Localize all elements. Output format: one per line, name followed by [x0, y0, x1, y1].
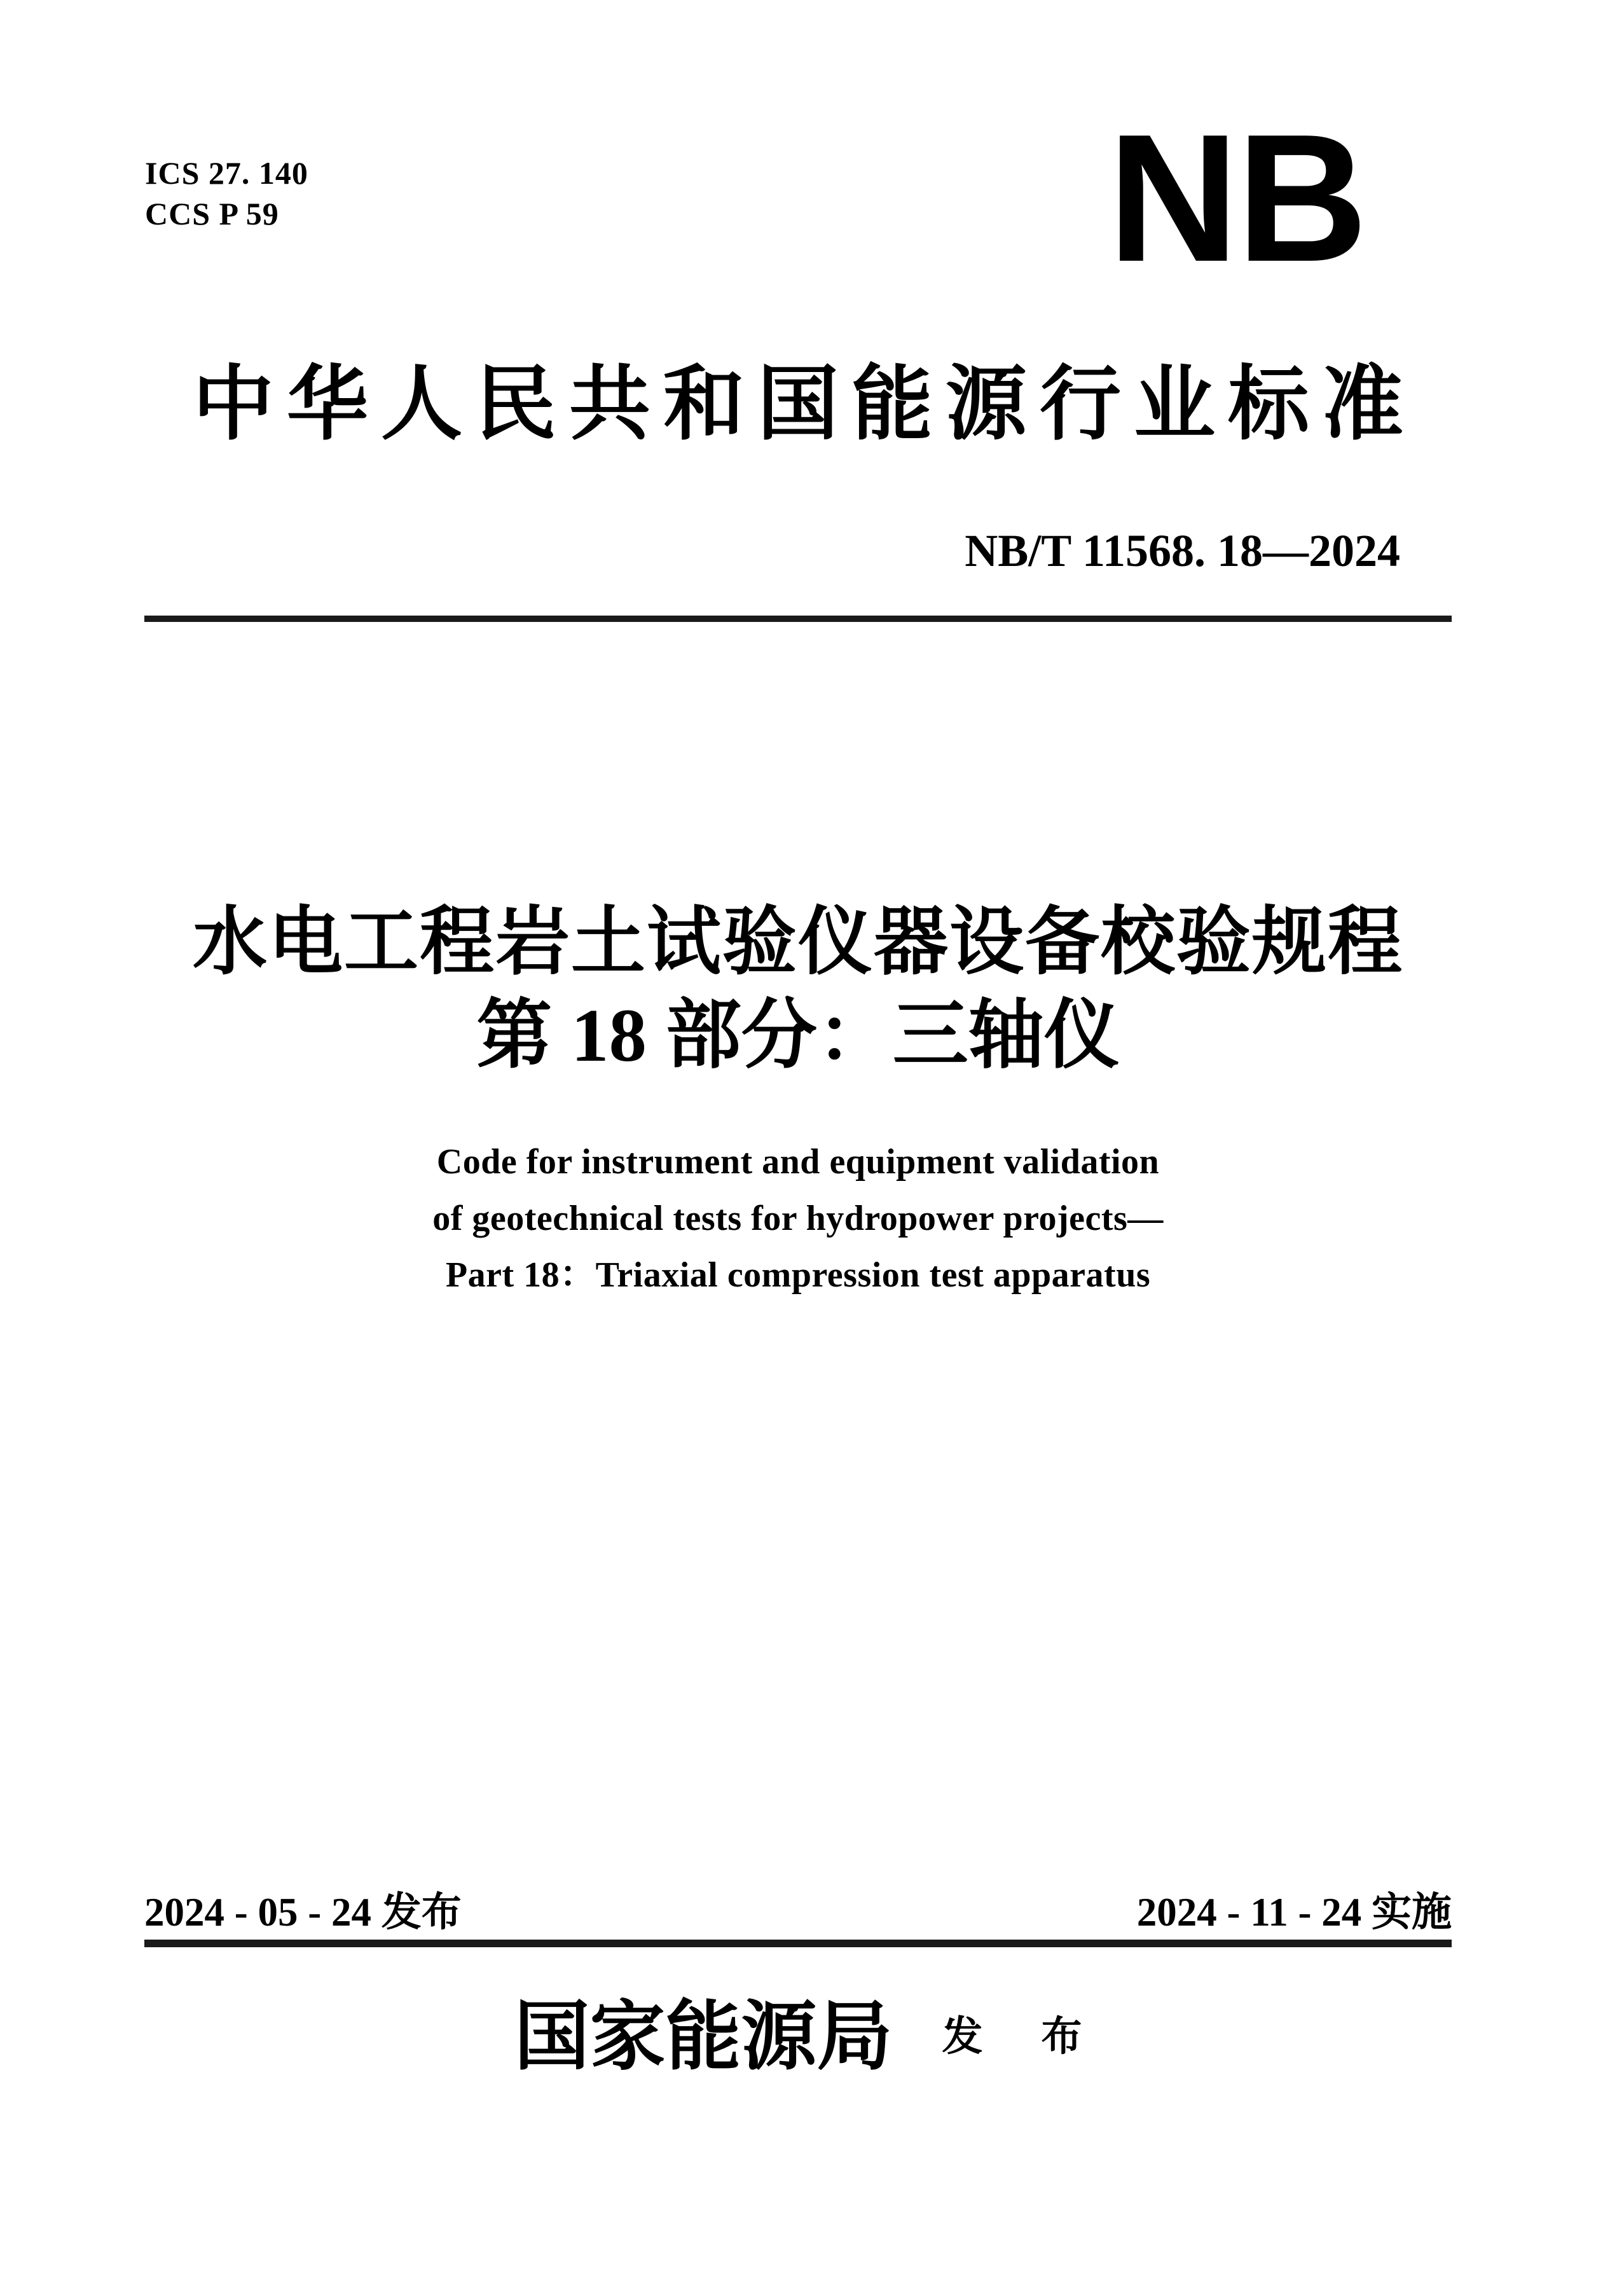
title-english [144, 1134, 1452, 1304]
title-chinese [144, 902, 1452, 1077]
title-en-line1: Code for instrument and equipment validation [436, 1142, 1160, 1182]
bottom-rule [144, 1940, 1452, 1947]
publisher-row [144, 1996, 1452, 2078]
ccs-code: CCS P 59 [145, 196, 279, 231]
publisher-name: 国家能源局 [514, 1995, 893, 2079]
national-standard-heading: 中华人民共和国能源行业标准 [192, 359, 1416, 450]
nb-logo: NB [1108, 96, 1366, 300]
publish-action-label: 发 布 [942, 2014, 1106, 2059]
classification-codes [145, 153, 308, 234]
date-row [144, 1890, 1452, 1935]
issue-date: 2024 - 05 - 24 发布 [144, 1890, 462, 1935]
standard-number: NB/T 11568. 18—2024 [965, 525, 1400, 576]
title-cn-line1: 水电工程岩土试验仪器设备校验规程 [192, 902, 1403, 984]
title-en-line3: Part 18：Triaxial compression test apparatus [445, 1255, 1151, 1295]
ics-code: ICS 27. 140 [145, 155, 308, 191]
top-rule [144, 616, 1452, 622]
title-cn-line2: 第 18 部分：三轴仪 [476, 993, 1120, 1077]
title-en-line2: of geotechnical tests for hydropower projects— [432, 1199, 1164, 1238]
implement-date: 2024 - 11 - 24 实施 [1136, 1890, 1452, 1935]
